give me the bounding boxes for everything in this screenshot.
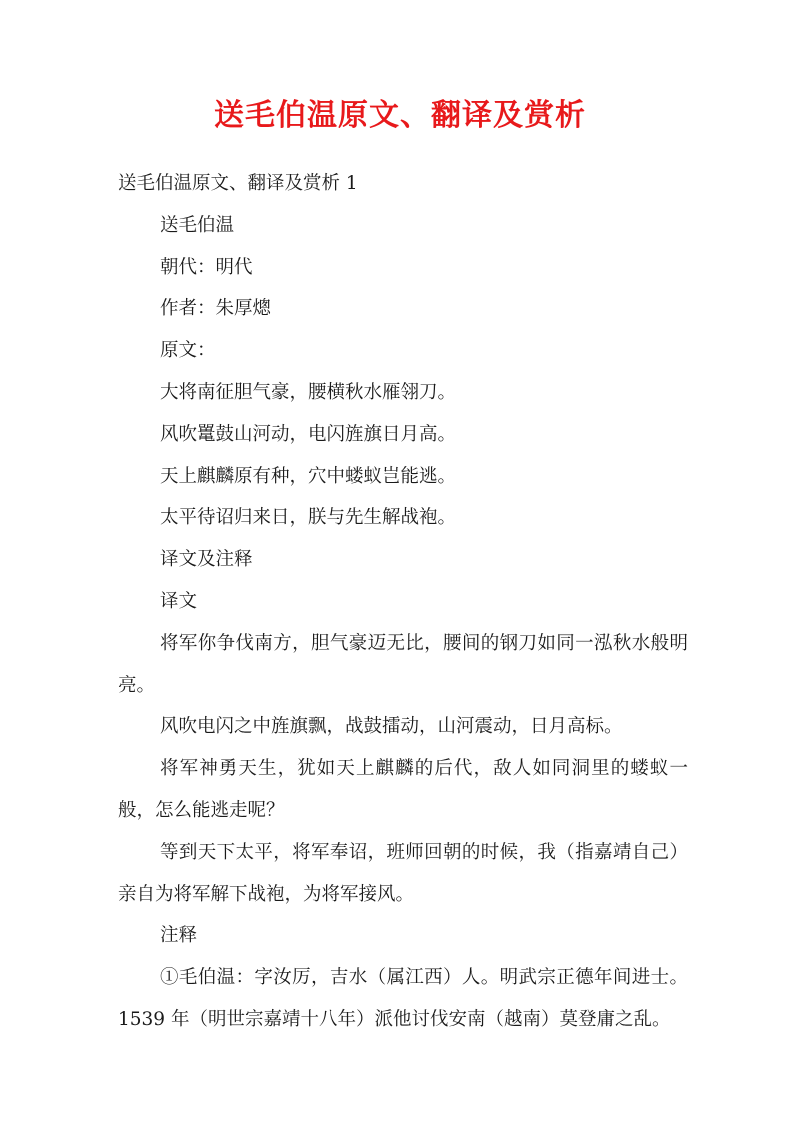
- poem-line: 天上麒麟原有种，穴中蝼蚁岂能逃。: [160, 465, 457, 487]
- document-title: 送毛伯温原文、翻译及赏析: [214, 98, 586, 133]
- translation-paragraph: 风吹电闪之中旌旗飘，战鼓擂动，山河震动，日月高标。: [160, 716, 623, 738]
- poem-line: 太平待诏归来日，朕与先生解战袍。: [160, 507, 457, 529]
- original-text-label: 原文：: [160, 340, 216, 362]
- translation-paragraph: 将军你争伐南方，胆气豪迈无比，腰间的钢刀如同一泓秋水般明亮。: [118, 632, 688, 696]
- poem-title: 送毛伯温: [160, 214, 235, 236]
- notes-label: 注释: [160, 925, 198, 947]
- dynasty-line: 朝代：明代: [160, 256, 253, 278]
- translation-notes-heading: 译文及注释: [160, 549, 253, 571]
- section-heading: 送毛伯温原文、翻译及赏析 1: [118, 173, 358, 194]
- document-body: [118, 163, 688, 1041]
- translation-label: 译文: [160, 590, 198, 612]
- poem-line: 风吹鼍鼓山河动，电闪旌旗日月高。: [160, 423, 457, 445]
- translation-paragraph: 等到天下太平，将军奉诏，班师回朝的时候，我（指嘉靖自己）亲自为将军解下战袍，为将军接风。: [118, 841, 688, 905]
- poem-line: 大将南征胆气豪，腰横秋水雁翎刀。: [160, 381, 457, 403]
- author-line: 作者：朱厚熜: [160, 298, 272, 320]
- note-paragraph: ①毛伯温：字汝厉，吉水（属江西）人。明武宗正德年间进士。1539 年（明世宗嘉靖十八年）派他讨伐安南（越南）莫登庸之乱。: [118, 967, 688, 1030]
- translation-paragraph: 将军神勇天生，犹如天上麒麟的后代，敌人如同洞里的蝼蚁一般，怎么能逃走呢？: [118, 758, 688, 821]
